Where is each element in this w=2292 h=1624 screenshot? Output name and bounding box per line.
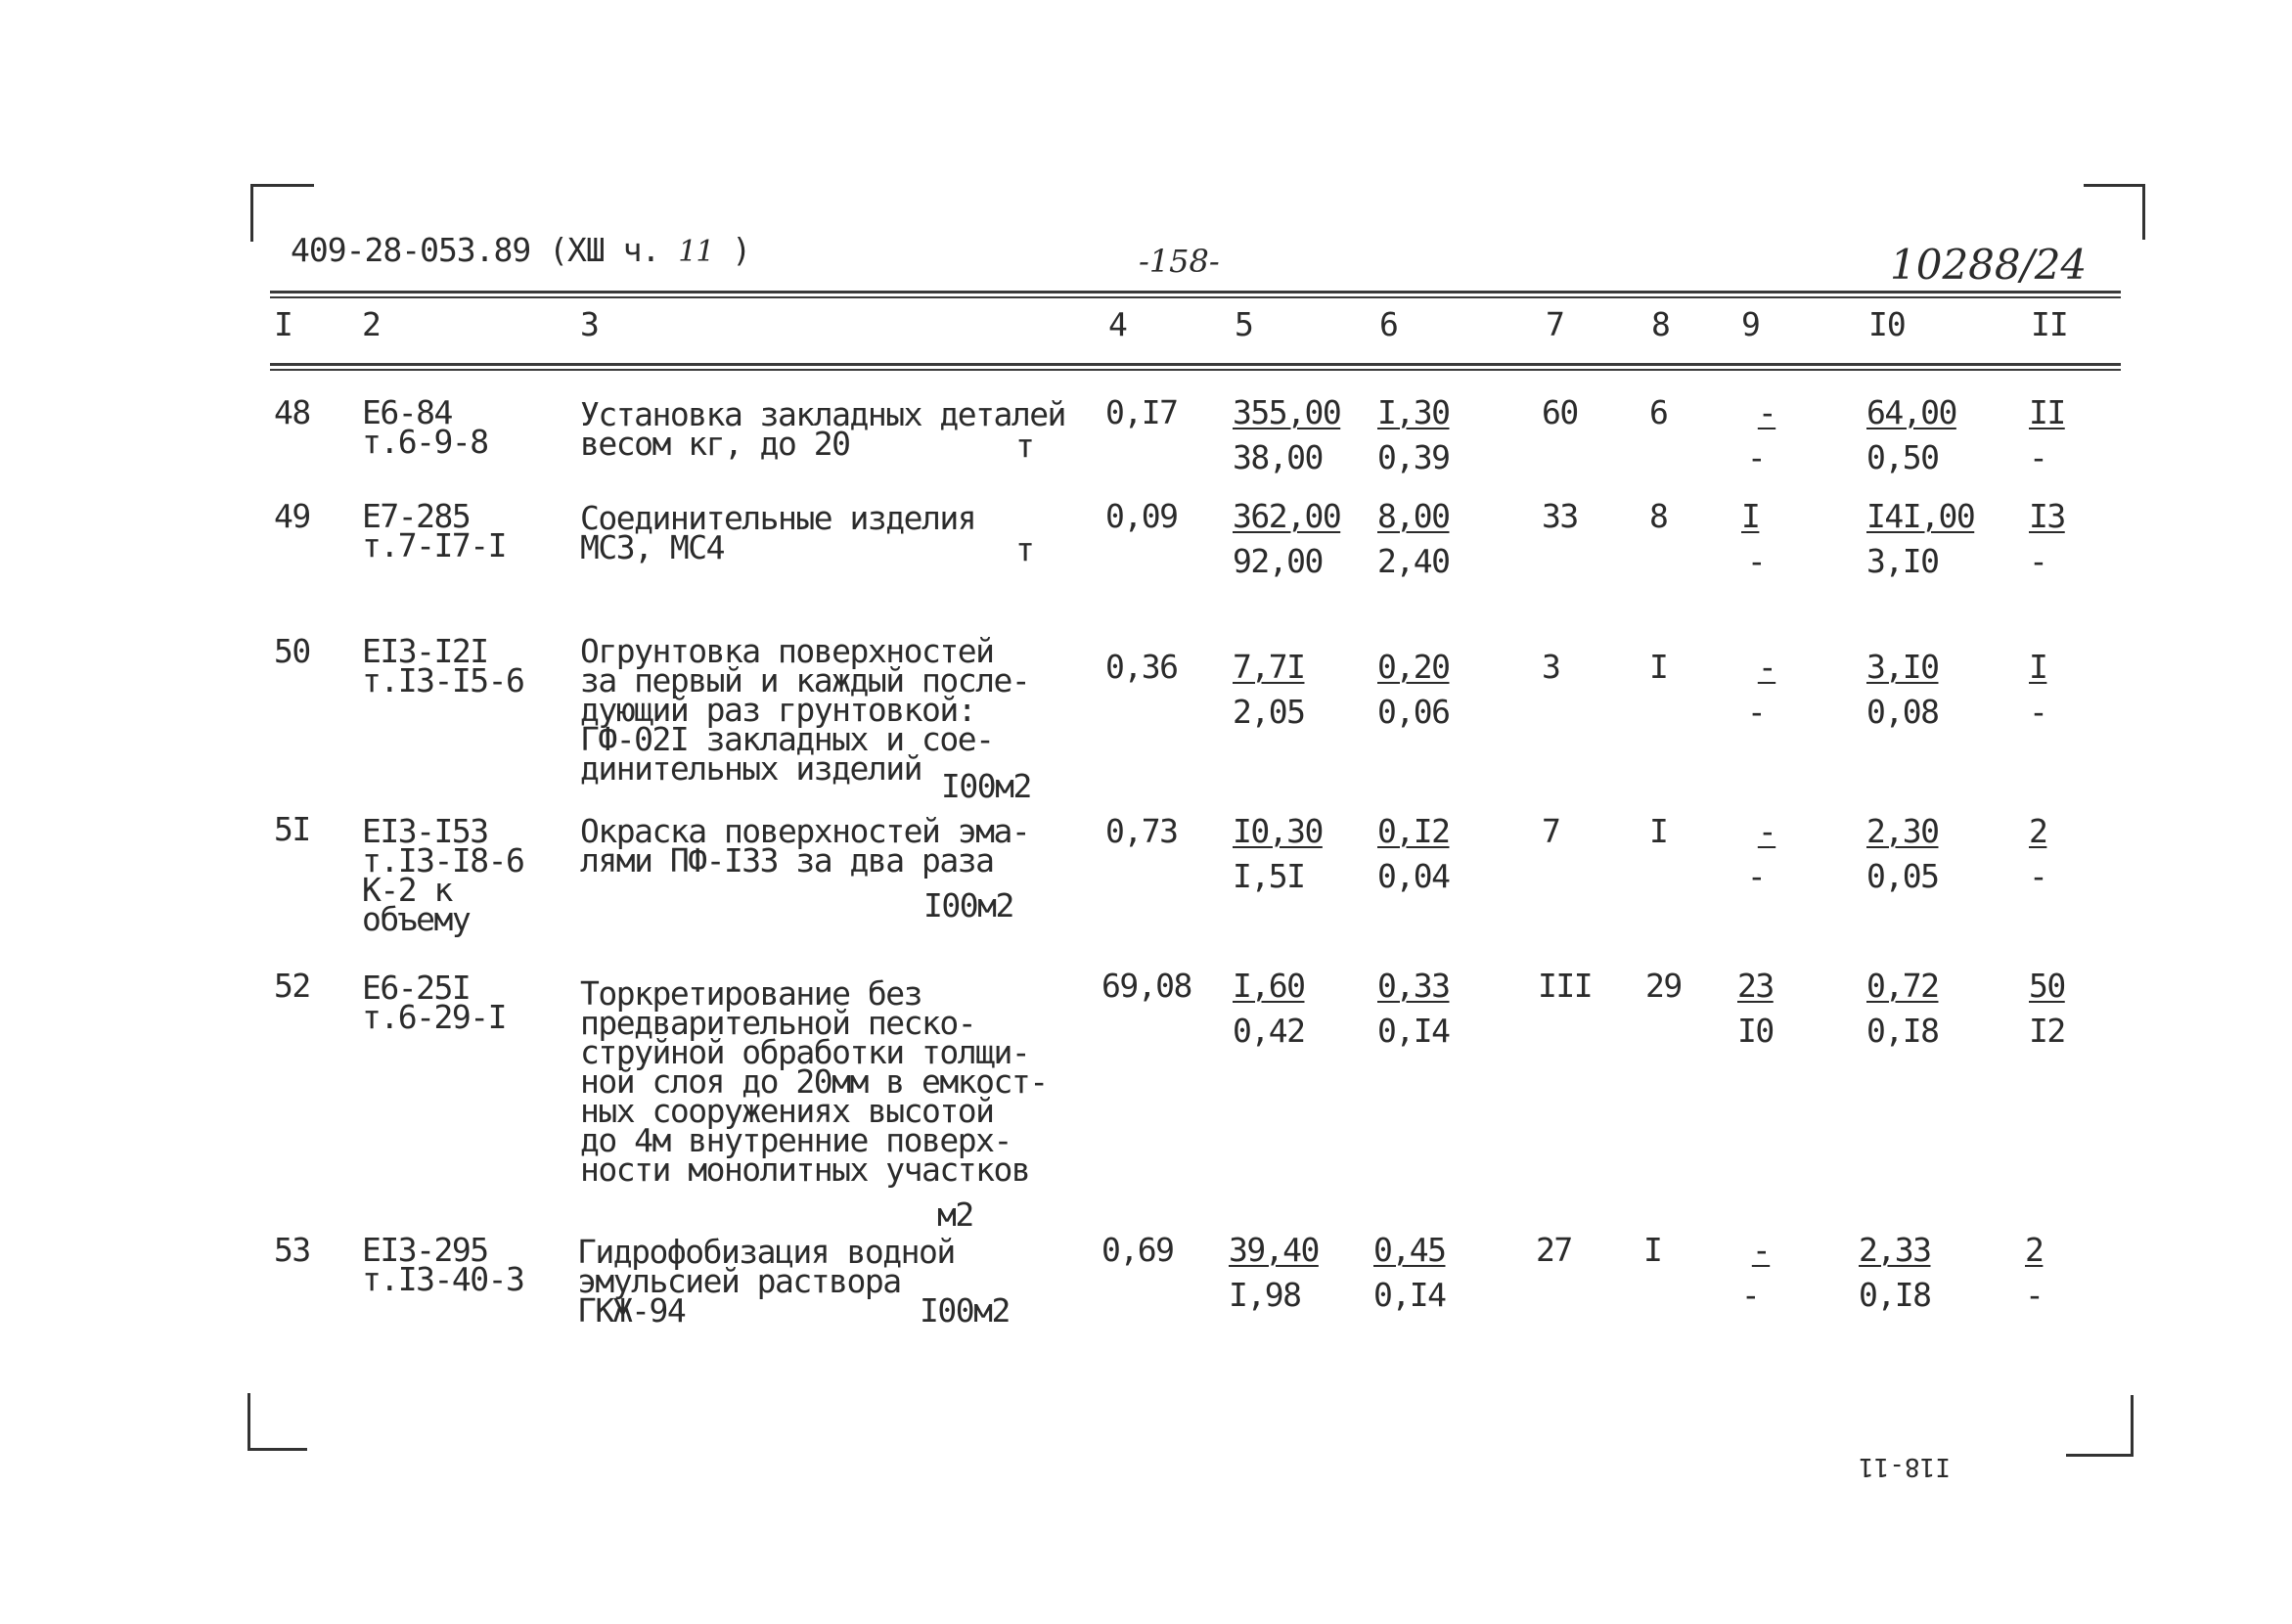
code-line: т.I3-I5-6 <box>362 661 524 699</box>
col5-top: I0,30 <box>1233 812 1323 850</box>
col8-value: I <box>1649 648 1668 686</box>
code-line: Е7-285 <box>362 497 471 535</box>
footer-mark: I18-11 <box>1859 1452 1951 1481</box>
col4-value: 0,73 <box>1105 812 1178 850</box>
col5-top: 355,00 <box>1233 393 1341 431</box>
code-line: т.I3-40-3 <box>362 1260 524 1298</box>
col7-value: III <box>1538 967 1593 1005</box>
col5-bottom: I,98 <box>1229 1276 1301 1314</box>
doc-code-text: 409-28-053.89 (ХШ ч. <box>291 231 660 269</box>
col5-top: 39,40 <box>1229 1231 1319 1269</box>
col7-value: 3 <box>1542 648 1560 686</box>
desc-line: струйной обработки толщи- <box>580 1033 1030 1071</box>
unit-label: т <box>1015 427 1034 465</box>
col6-bottom: 0,04 <box>1377 857 1450 895</box>
col11-bottom: - <box>2025 1276 2044 1314</box>
desc-line: Торкретирование без <box>580 974 921 1013</box>
column-header: 4 <box>1108 305 1127 343</box>
col9-top: - <box>1757 393 1776 431</box>
col6-top: 0,I2 <box>1377 812 1450 850</box>
col8-value: 29 <box>1645 967 1682 1005</box>
column-header: 8 <box>1651 305 1670 343</box>
column-header: I <box>274 305 292 343</box>
desc-line: Окраска поверхностей эма- <box>580 812 1030 850</box>
col11-top: 2 <box>2029 812 2047 850</box>
code-line: Е6-84 <box>362 393 452 431</box>
code-line: Е6-25I <box>362 969 471 1007</box>
code-line: т.I3-I8-6 <box>362 841 524 880</box>
unit-label: т <box>1015 530 1034 568</box>
code-line: К-2 к <box>362 871 452 909</box>
col10-top: 64,00 <box>1866 393 1956 431</box>
code-line: т.6-29-I <box>362 998 506 1036</box>
row-number: 49 <box>274 497 310 535</box>
desc-line: ной слоя до 20мм в емкост- <box>580 1062 1048 1101</box>
code-line: ЕI3-I2I <box>362 632 488 670</box>
desc-line: ГКЖ-94 <box>577 1291 686 1330</box>
col7-value: 33 <box>1542 497 1578 535</box>
col10-bottom: 0,I8 <box>1859 1276 1931 1314</box>
desc-line: ГФ-02I закладных и сое- <box>580 720 994 758</box>
col11-bottom: - <box>2029 542 2047 580</box>
desc-line: ности монолитных участков <box>580 1150 1030 1189</box>
col8-value: I <box>1643 1231 1662 1269</box>
crop-mark-bottom-right <box>2066 1395 2134 1457</box>
row-number: 50 <box>274 632 310 670</box>
col4-value: 0,36 <box>1105 648 1178 686</box>
col10-bottom: 0,05 <box>1866 857 1939 895</box>
table-header-bottom-rule <box>270 363 2121 366</box>
col7-value: 27 <box>1536 1231 1572 1269</box>
col9-top: 23 <box>1737 967 1774 1005</box>
desc-line: Гидрофобизация водной <box>577 1233 955 1271</box>
col5-bottom: 2,05 <box>1233 693 1305 731</box>
col6-top: 8,00 <box>1377 497 1450 535</box>
table-header-bottom-rule-2 <box>270 369 2121 371</box>
column-header: I0 <box>1868 305 1906 343</box>
col11-top: 2 <box>2025 1231 2044 1269</box>
row-number: 53 <box>274 1231 310 1269</box>
unit-label: м2 <box>937 1195 973 1234</box>
page-number: -158- <box>1139 243 1220 280</box>
doc-code <box>291 231 750 269</box>
code-line: т.7-I7-I <box>362 526 506 564</box>
col5-top: I,60 <box>1233 967 1305 1005</box>
col6-bottom: 0,06 <box>1377 693 1450 731</box>
handwritten-number: 10288/24 <box>1890 241 2088 289</box>
unit-label: I00м2 <box>920 1291 1010 1330</box>
col9-bottom: - <box>1746 438 1766 476</box>
desc-line: Огрунтовка поверхностей <box>580 632 994 670</box>
crop-mark-top-right <box>2084 184 2145 240</box>
col9-bottom: - <box>1746 857 1766 895</box>
col6-bottom: 0,I4 <box>1373 1276 1446 1314</box>
col8-value: I <box>1649 812 1668 850</box>
col5-bottom: 38,00 <box>1233 438 1323 476</box>
col7-value: 7 <box>1542 812 1560 850</box>
doc-code-close: ) <box>732 231 751 269</box>
desc-line: эмульсией раствора <box>577 1262 901 1300</box>
column-header: 7 <box>1546 305 1564 343</box>
code-line: объему <box>362 900 471 938</box>
column-header: 2 <box>362 305 381 343</box>
unit-label: I00м2 <box>941 767 1031 805</box>
col9-top: - <box>1751 1231 1771 1269</box>
col5-top: 362,00 <box>1233 497 1341 535</box>
col6-top: 0,33 <box>1377 967 1450 1005</box>
col6-top: I,30 <box>1377 393 1450 431</box>
col11-top: I3 <box>2029 497 2065 535</box>
col8-value: 8 <box>1649 497 1668 535</box>
col11-top: II <box>2029 393 2065 431</box>
col10-bottom: 0,08 <box>1866 693 1939 731</box>
col5-bottom: 92,00 <box>1233 542 1323 580</box>
col10-bottom: 3,I0 <box>1866 542 1939 580</box>
col9-bottom: - <box>1746 693 1766 731</box>
col4-value: 69,08 <box>1101 967 1191 1005</box>
col10-bottom: 0,50 <box>1866 438 1939 476</box>
col4-value: 0,I7 <box>1105 393 1178 431</box>
col9-bottom: I0 <box>1737 1012 1774 1050</box>
col9-bottom: - <box>1740 1276 1760 1314</box>
col11-top: I <box>2029 648 2047 686</box>
desc-line: весом кг, до 20 <box>580 425 850 463</box>
col11-bottom: - <box>2029 438 2047 476</box>
col6-top: 0,45 <box>1373 1231 1446 1269</box>
col9-bottom: - <box>1746 542 1766 580</box>
col5-bottom: I,5I <box>1233 857 1305 895</box>
desc-line: МС3, МС4 <box>580 528 724 566</box>
desc-line: за первый и каждый после- <box>580 661 1030 699</box>
unit-label: I00м2 <box>923 886 1013 925</box>
desc-line: Установка закладных деталей <box>580 395 1065 433</box>
desc-line: дующий раз грунтовкой: <box>580 691 976 729</box>
column-header: 5 <box>1235 305 1253 343</box>
col9-top: - <box>1757 812 1776 850</box>
col10-top: 2,30 <box>1866 812 1939 850</box>
col9-top: I <box>1741 497 1760 535</box>
col4-value: 0,69 <box>1101 1231 1174 1269</box>
desc-line: ных сооружениях высотой <box>580 1092 994 1130</box>
doc-code-hand: 11 <box>678 235 714 269</box>
code-line: т.6-9-8 <box>362 423 488 461</box>
col11-bottom: - <box>2029 857 2047 895</box>
col10-top: 3,I0 <box>1866 648 1939 686</box>
column-header: 3 <box>580 305 599 343</box>
desc-line: до 4м внутренние поверх- <box>580 1121 1011 1159</box>
row-number: 5I <box>274 810 310 848</box>
column-header: II <box>2031 305 2068 343</box>
col5-bottom: 0,42 <box>1233 1012 1305 1050</box>
col6-bottom: 2,40 <box>1377 542 1450 580</box>
col11-bottom: - <box>2029 693 2047 731</box>
desc-line: динительных изделий <box>580 749 921 788</box>
col10-bottom: 0,I8 <box>1866 1012 1939 1050</box>
col6-top: 0,20 <box>1377 648 1450 686</box>
row-number: 48 <box>274 393 310 431</box>
col7-value: 60 <box>1542 393 1578 431</box>
desc-line: предварительной песко- <box>580 1004 976 1042</box>
column-header: 9 <box>1741 305 1760 343</box>
col4-value: 0,09 <box>1105 497 1178 535</box>
row-number: 52 <box>274 967 310 1005</box>
col11-bottom: I2 <box>2029 1012 2065 1050</box>
crop-mark-bottom-left <box>247 1393 307 1451</box>
desc-line: лями ПФ-I33 за два раза <box>580 841 994 880</box>
col5-top: 7,7I <box>1233 648 1305 686</box>
code-line: ЕI3-I53 <box>362 812 488 850</box>
table-top-rule-2 <box>270 296 2121 298</box>
col10-top: I4I,00 <box>1866 497 1975 535</box>
col8-value: 6 <box>1649 393 1668 431</box>
col10-top: 0,72 <box>1866 967 1939 1005</box>
desc-line: Соединительные изделия <box>580 499 976 537</box>
col9-top: - <box>1757 648 1776 686</box>
table-top-rule <box>270 291 2121 293</box>
col6-bottom: 0,39 <box>1377 438 1450 476</box>
col6-bottom: 0,I4 <box>1377 1012 1450 1050</box>
code-line: ЕI3-295 <box>362 1231 488 1269</box>
col10-top: 2,33 <box>1859 1231 1931 1269</box>
col11-top: 50 <box>2029 967 2065 1005</box>
column-header: 6 <box>1379 305 1398 343</box>
